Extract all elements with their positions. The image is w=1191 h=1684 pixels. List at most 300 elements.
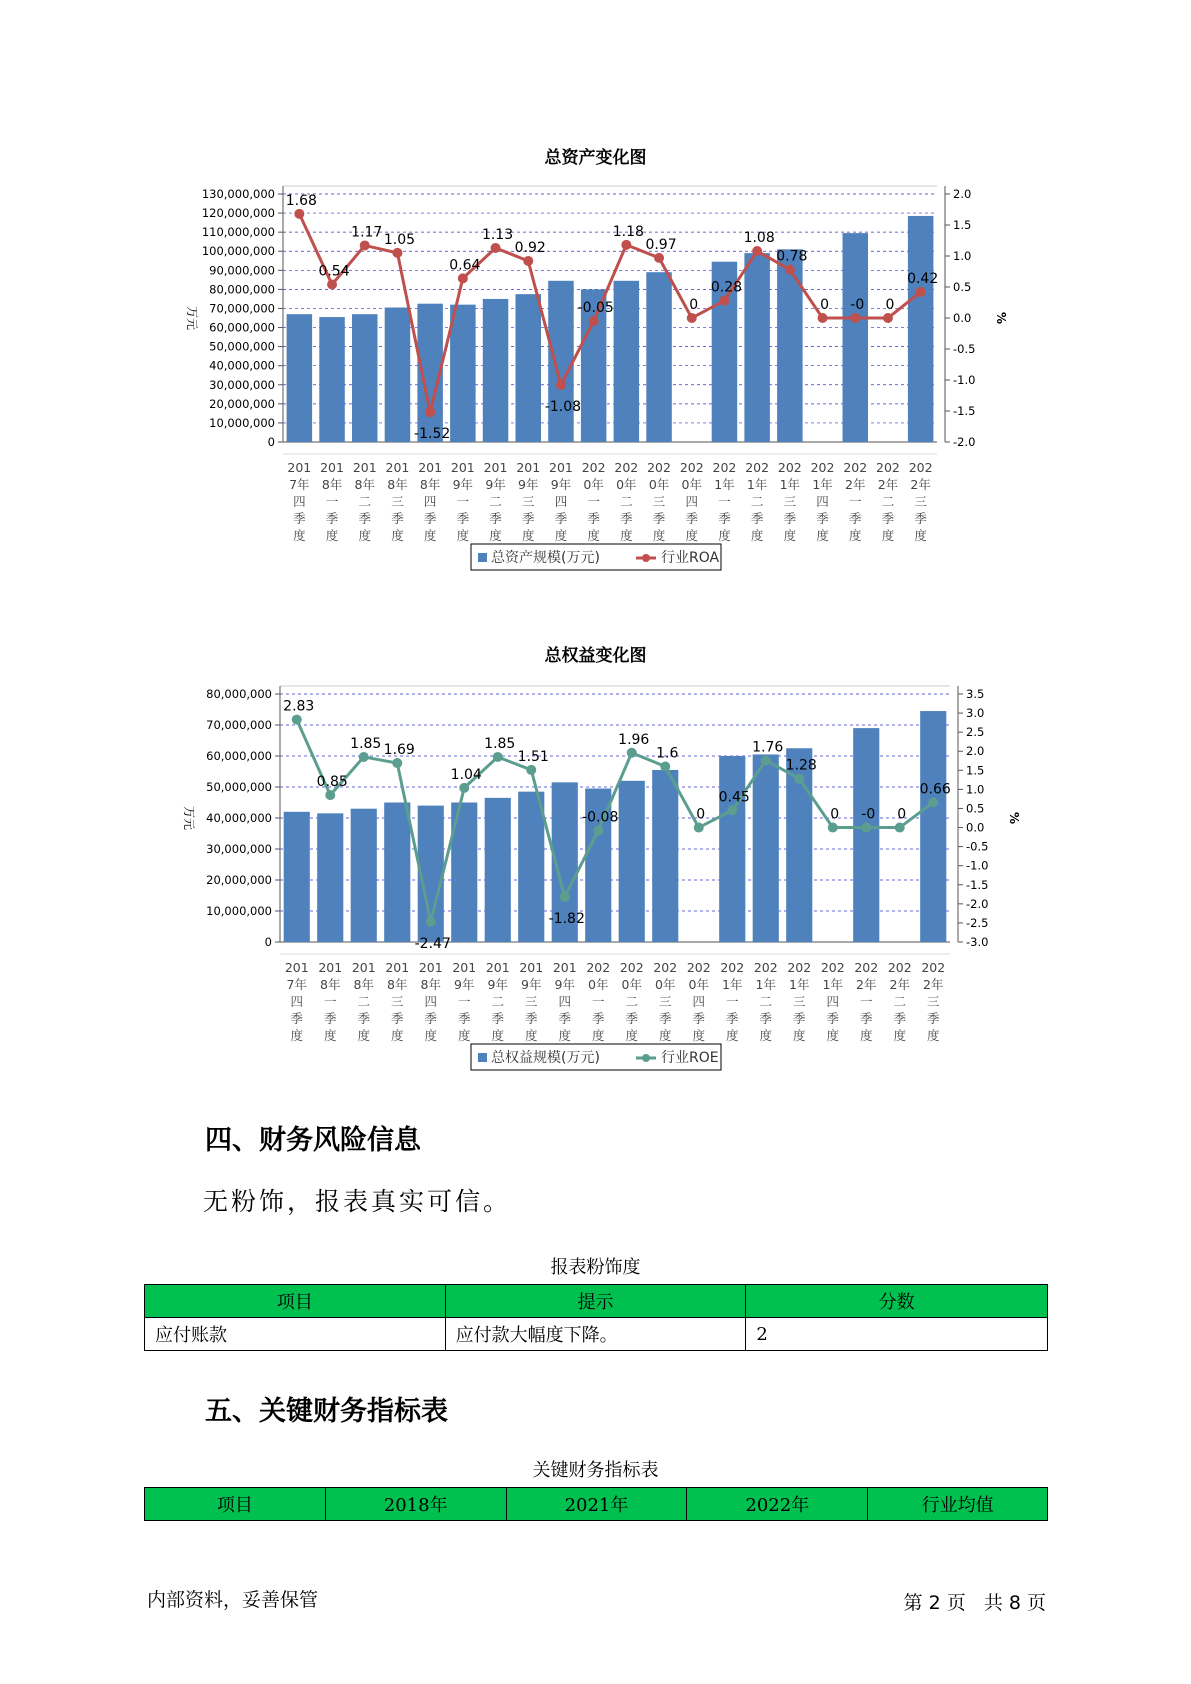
table-header-row	[145, 1488, 1048, 1521]
line-point	[392, 758, 402, 768]
x-tick-label: 0年	[681, 477, 702, 492]
x-tick-label: 度	[587, 528, 600, 543]
bar	[319, 317, 345, 442]
x-tick-label: 一	[325, 494, 339, 509]
y-tick-label-left: 130,000,000	[201, 187, 275, 201]
x-tick-label: 四	[826, 994, 840, 1009]
footer-confidential-note: 内部资料，妥善保管	[147, 1589, 319, 1611]
x-tick-label: 度	[750, 528, 764, 543]
x-tick-label: 季	[725, 1011, 739, 1026]
column-header: 项目	[145, 1285, 446, 1318]
data-label: 1.17	[351, 224, 383, 241]
x-tick-label: 9年	[454, 977, 475, 992]
x-tick-label: 三	[658, 994, 672, 1009]
x-tick-label: 201	[483, 460, 508, 475]
x-tick-label: 季	[652, 511, 666, 526]
x-tick-label: 度	[685, 528, 699, 543]
x-tick-label: 度	[591, 1028, 605, 1043]
y-tick-label-left: 120,000,000	[201, 206, 275, 221]
bar	[352, 314, 378, 442]
x-tick-label: 一	[718, 494, 731, 509]
x-tick-label: 二	[491, 994, 505, 1009]
total-assets-chart	[0, 170, 1191, 610]
y-tick-label-right: -2.0	[966, 896, 989, 911]
x-tick-label: 度	[881, 528, 895, 543]
x-tick-label: 季	[554, 511, 568, 526]
data-label: 0	[696, 806, 706, 823]
x-tick-label: 三	[652, 494, 666, 509]
x-tick-label: 8年	[387, 477, 408, 492]
data-label: 1.05	[383, 231, 416, 248]
y-tick-label-right: 2.0	[966, 744, 985, 759]
x-tick-label: 202	[908, 460, 933, 475]
y-tick-label-left: 60,000,000	[209, 320, 275, 335]
data-label: 0.64	[449, 257, 481, 274]
x-tick-label: 201	[485, 960, 510, 975]
data-label: 0.85	[316, 774, 348, 791]
x-tick-label: 度	[323, 1028, 337, 1043]
x-tick-label: 度	[692, 1028, 706, 1043]
data-label: 0	[820, 297, 830, 313]
data-label: 0	[830, 806, 840, 823]
x-tick-label: 0年	[616, 477, 637, 492]
x-tick-label: 8年	[321, 477, 343, 492]
x-tick-label: 二	[881, 494, 895, 509]
y-tick-label-right: 1.5	[953, 218, 972, 232]
x-tick-label: 季	[914, 511, 927, 526]
bar	[485, 798, 511, 942]
x-tick-label: 季	[881, 511, 895, 526]
x-tick-label: 201	[418, 460, 443, 475]
line-point	[327, 280, 337, 290]
table-row	[145, 1318, 1048, 1351]
legend-bar-swatch	[478, 1053, 487, 1062]
x-tick-label: 季	[521, 511, 535, 526]
x-tick-label: 季	[390, 1011, 404, 1026]
x-tick-label: 0年	[588, 977, 609, 992]
line-point	[727, 805, 737, 815]
y-axis-label-left: 万元	[182, 805, 196, 831]
line-point	[654, 253, 664, 263]
line-point	[360, 240, 370, 250]
x-tick-label: 一	[456, 494, 470, 509]
y-tick-label-right: -2.0	[953, 435, 976, 449]
y-tick-label-left: 50,000,000	[206, 780, 272, 794]
x-tick-label: 一	[587, 494, 600, 509]
y-tick-label-left: 20,000,000	[206, 873, 272, 887]
table-cell: 应付账款	[145, 1318, 446, 1351]
x-tick-label: 度	[725, 1028, 739, 1043]
line-point	[660, 761, 670, 771]
x-tick-label: 度	[826, 1028, 840, 1043]
x-tick-label: 三	[391, 494, 404, 509]
x-tick-label: 度	[290, 1028, 304, 1043]
x-tick-label: 度	[816, 528, 829, 543]
x-tick-label: 度	[554, 528, 568, 543]
x-tick-label: 1年	[755, 977, 776, 992]
line-point	[761, 755, 771, 765]
data-label: 1.51	[517, 748, 549, 765]
y-tick-label-left: 70,000,000	[209, 301, 275, 316]
x-tick-label: 202	[753, 960, 778, 975]
line-point	[627, 748, 637, 758]
x-tick-label: 二	[759, 994, 773, 1009]
x-tick-label: 度	[620, 528, 633, 543]
x-tick-label: 季	[750, 511, 764, 526]
y-tick-label-right: 1.0	[953, 249, 972, 263]
window-dressing-table	[144, 1284, 1048, 1351]
x-tick-label: 季	[357, 1011, 371, 1026]
x-tick-label: 季	[658, 1011, 672, 1026]
x-tick-label: 1年	[746, 477, 768, 492]
line-point	[895, 823, 905, 833]
x-tick-label: 度	[521, 528, 535, 543]
x-tick-label: 四	[816, 494, 829, 509]
x-tick-label: 201	[318, 960, 343, 975]
x-tick-label: 9年	[485, 477, 506, 492]
legend-line-marker	[642, 554, 650, 562]
x-tick-label: 1年	[812, 477, 833, 492]
table-header-row	[145, 1285, 1048, 1318]
column-header: 分数	[746, 1285, 1048, 1318]
x-tick-label: 202	[854, 960, 879, 975]
y-tick-label-right: -1.5	[966, 877, 989, 892]
x-tick-label: 二	[358, 494, 372, 509]
data-label: -1.08	[544, 398, 582, 415]
x-tick-label: 三	[792, 994, 806, 1009]
x-tick-label: 季	[358, 511, 372, 526]
x-tick-label: 度	[625, 1028, 639, 1043]
x-tick-label: 2年	[910, 477, 931, 492]
x-tick-label: 1年	[822, 977, 843, 992]
line-point	[928, 797, 938, 807]
x-tick-label: 2年	[845, 477, 866, 492]
x-tick-label: 度	[325, 528, 339, 543]
y-tick-label-right: -0.5	[953, 342, 976, 356]
bar	[450, 305, 476, 442]
line-point	[850, 313, 860, 323]
risk-summary-text: 无粉饰，报表真实可信。	[203, 1187, 512, 1216]
line-point	[459, 783, 469, 793]
x-tick-label: 四	[293, 494, 306, 509]
y-tick-label-left: 90,000,000	[209, 263, 275, 278]
x-tick-label: 9年	[550, 477, 572, 492]
x-tick-label: 四	[554, 494, 568, 509]
x-tick-label: 季	[391, 511, 404, 526]
data-label: 1.04	[450, 766, 482, 783]
bar	[614, 281, 640, 442]
bar	[853, 728, 879, 942]
x-tick-label: 四	[558, 994, 572, 1009]
x-tick-label: 9年	[487, 977, 508, 992]
y-tick-label-left: 0	[267, 435, 275, 449]
y-tick-label-left: 80,000,000	[209, 282, 275, 297]
legend-line-label: 行业ROE	[661, 1050, 719, 1066]
y-tick-label-left: 70,000,000	[206, 718, 272, 732]
data-label: -0	[850, 297, 865, 313]
x-tick-label: 度	[718, 528, 731, 543]
y-tick-label-left: 50,000,000	[209, 339, 275, 354]
y-tick-label-left: 30,000,000	[206, 842, 272, 856]
x-tick-label: 三	[521, 494, 535, 509]
x-tick-label: 三	[926, 994, 940, 1009]
x-tick-label: 202	[720, 960, 745, 975]
x-tick-label: 202	[843, 460, 868, 475]
x-tick-label: 季	[457, 1011, 471, 1026]
x-tick-label: 季	[558, 1011, 572, 1026]
x-tick-label: 二	[357, 994, 371, 1009]
y-tick-label-left: 80,000,000	[206, 687, 272, 701]
x-tick-label: 度	[423, 528, 437, 543]
data-label: 0.54	[318, 263, 350, 280]
y-tick-label-right: 1.5	[966, 763, 985, 778]
x-tick-label: 202	[619, 960, 644, 975]
data-label: 0.45	[718, 789, 750, 806]
bar	[920, 711, 946, 942]
line-point	[916, 287, 926, 297]
y-tick-label-left: 60,000,000	[206, 749, 272, 763]
line-point	[325, 790, 335, 800]
legend-line-label: 行业ROA	[661, 550, 720, 566]
x-tick-label: 201	[351, 960, 376, 975]
x-tick-label: 季	[524, 1011, 538, 1026]
x-tick-label: 0年	[583, 477, 604, 492]
x-tick-label: 202	[647, 460, 671, 475]
data-label: 0	[689, 297, 699, 313]
bar	[385, 308, 411, 442]
data-label: 1.6	[656, 745, 679, 762]
bar	[515, 294, 541, 442]
bar	[384, 803, 410, 943]
y-tick-label-left: 100,000,000	[201, 244, 275, 259]
column-header: 2022年	[687, 1488, 868, 1521]
section-heading-key-indicators: 五、关键财务指标表	[205, 1396, 448, 1427]
x-tick-label: 度	[489, 528, 502, 543]
x-tick-label: 季	[423, 511, 437, 526]
x-tick-label: 度	[893, 1028, 907, 1043]
line-point	[493, 752, 503, 762]
data-label: 2.83	[283, 698, 315, 715]
x-tick-label: 201	[516, 460, 541, 475]
legend-bar-label: 总权益规模(万元)	[491, 1050, 600, 1066]
data-label: 1.96	[618, 731, 650, 748]
x-tick-label: 度	[848, 528, 862, 543]
chart-title-total-equity: 总权益变化图	[544, 646, 647, 666]
x-tick-label: 202	[777, 460, 802, 475]
y-tick-label-left: 10,000,000	[209, 415, 275, 430]
x-tick-label: 季	[290, 1011, 304, 1026]
data-label: -1.52	[414, 426, 451, 443]
x-tick-label: 202	[887, 960, 912, 975]
key-indicators-table	[144, 1487, 1048, 1521]
x-tick-label: 季	[926, 1011, 940, 1026]
x-tick-label: 一	[848, 494, 862, 509]
x-tick-label: 四	[423, 494, 437, 509]
x-tick-label: 度	[293, 528, 306, 543]
line-point	[752, 246, 762, 256]
x-tick-label: 8年	[387, 977, 408, 992]
x-tick-label: 8年	[419, 477, 441, 492]
x-tick-label: 2年	[923, 977, 944, 992]
column-header: 2021年	[506, 1488, 687, 1521]
data-label: 1.13	[481, 226, 514, 243]
x-tick-label: 度	[914, 528, 927, 543]
data-label: -1.82	[548, 910, 585, 927]
x-tick-label: 度	[658, 1028, 672, 1043]
bar	[646, 272, 672, 442]
line-point	[425, 407, 435, 417]
x-tick-label: 季	[816, 511, 829, 526]
x-tick-label: 四	[424, 994, 438, 1009]
data-label: 1.85	[350, 735, 382, 752]
bar	[652, 770, 678, 942]
x-tick-label: 季	[783, 511, 797, 526]
line-point	[794, 774, 804, 784]
x-tick-label: 二	[750, 494, 764, 509]
y-axis-label-left: 万元	[185, 305, 199, 331]
data-label: 1.18	[612, 223, 644, 240]
x-tick-label: 四	[290, 994, 304, 1009]
x-tick-label: 季	[859, 1011, 873, 1026]
chart-title-total-assets: 总资产变化图	[544, 148, 647, 168]
data-label: -0	[861, 806, 876, 823]
x-tick-label: 1年	[722, 977, 743, 992]
x-tick-label: 2年	[877, 477, 899, 492]
column-header: 提示	[445, 1285, 746, 1318]
x-tick-label: 度	[456, 528, 470, 543]
x-tick-label: 度	[652, 528, 666, 543]
column-header: 项目	[145, 1488, 326, 1521]
x-tick-label: 201	[452, 960, 477, 975]
x-tick-label: 202	[581, 460, 606, 475]
line-point	[785, 265, 795, 275]
y-tick-label-left: 10,000,000	[206, 904, 272, 918]
x-tick-label: 201	[549, 460, 573, 475]
y-tick-label-left: 20,000,000	[209, 396, 275, 411]
data-label: 1.76	[752, 739, 784, 756]
x-tick-label: 季	[323, 1011, 337, 1026]
y-tick-label-right: 1.0	[966, 782, 985, 797]
line-point	[560, 892, 570, 902]
section-heading-financial-risk: 四、财务风险信息	[205, 1125, 421, 1156]
x-tick-label: 度	[783, 528, 797, 543]
x-tick-label: 度	[390, 1028, 404, 1043]
x-tick-label: 0年	[688, 977, 709, 992]
x-tick-label: 季	[491, 1011, 505, 1026]
x-tick-label: 1年	[779, 477, 801, 492]
x-tick-label: 202	[810, 460, 835, 475]
bar	[548, 281, 574, 442]
x-tick-label: 7年	[289, 477, 310, 492]
line-point	[589, 316, 599, 326]
line-point	[687, 313, 697, 323]
x-tick-label: 8年	[420, 977, 441, 992]
data-label: -0.05	[577, 300, 614, 317]
x-tick-label: 一	[725, 994, 739, 1009]
x-tick-label: 8年	[320, 977, 341, 992]
x-tick-label: 度	[491, 1028, 505, 1043]
x-tick-label: 7年	[286, 977, 307, 992]
x-tick-label: 季	[685, 511, 699, 526]
y-tick-label-right: 0.5	[953, 280, 972, 294]
x-tick-label: 9年	[554, 977, 575, 992]
x-tick-label: 0年	[621, 977, 642, 992]
y-tick-label-right: -1.5	[953, 404, 976, 418]
x-tick-label: 季	[325, 511, 339, 526]
y-tick-label-left: 110,000,000	[201, 225, 275, 240]
x-tick-label: 季	[456, 511, 470, 526]
x-tick-label: 度	[457, 1028, 471, 1043]
line-point	[294, 209, 304, 219]
x-tick-label: 度	[926, 1028, 940, 1043]
y-tick-label-right: 3.0	[966, 706, 985, 721]
line-point	[621, 240, 631, 250]
x-tick-label: 202	[686, 960, 711, 975]
line-point	[458, 273, 468, 283]
bar	[908, 216, 934, 442]
x-tick-label: 201	[519, 960, 544, 975]
x-tick-label: 季	[424, 1011, 438, 1026]
x-tick-label: 201	[287, 460, 312, 475]
x-tick-label: 201	[450, 460, 475, 475]
line-point	[359, 752, 369, 762]
x-tick-label: 202	[653, 960, 678, 975]
x-tick-label: 二	[489, 494, 502, 509]
x-tick-label: 8年	[353, 977, 374, 992]
footer-page-number: 第 2 页 共 8 页	[903, 1592, 1046, 1614]
x-tick-label: 202	[679, 460, 704, 475]
data-label: 1.69	[383, 742, 415, 759]
table-caption-window-dressing: 报表粉饰度	[550, 1257, 641, 1278]
x-tick-label: 201	[552, 960, 577, 975]
y-tick-label-right: 0.5	[966, 801, 985, 816]
data-label: 0.42	[907, 270, 939, 287]
x-tick-label: 季	[293, 511, 306, 526]
data-label: 0.66	[919, 781, 951, 798]
bar	[284, 812, 310, 942]
y-tick-label-right: -2.5	[966, 915, 989, 930]
data-label: 0	[897, 806, 907, 823]
y-tick-label-right: 0.0	[953, 311, 972, 325]
line-point	[593, 826, 603, 836]
y-tick-label-right: 2.5	[966, 725, 985, 740]
x-tick-label: 季	[625, 1011, 639, 1026]
x-tick-label: 度	[358, 528, 372, 543]
y-tick-label-left: 0	[264, 935, 272, 949]
bar	[619, 781, 645, 942]
x-tick-label: 三	[914, 494, 927, 509]
data-label: 0.28	[710, 279, 743, 296]
x-tick-label: 一	[859, 994, 873, 1009]
x-tick-label: 四	[692, 994, 706, 1009]
x-tick-label: 2年	[856, 977, 877, 992]
bar	[518, 792, 544, 942]
x-tick-label: 一	[323, 994, 337, 1009]
x-tick-label: 1年	[714, 477, 735, 492]
data-label: 0.97	[645, 236, 677, 253]
x-tick-label: 201	[320, 460, 344, 475]
x-tick-label: 三	[390, 994, 404, 1009]
data-label: -2.47	[414, 935, 451, 952]
x-tick-label: 202	[921, 960, 946, 975]
x-tick-label: 2年	[889, 977, 910, 992]
x-tick-label: 度	[792, 1028, 806, 1043]
total-equity-chart	[0, 670, 1191, 1110]
data-label: 1.85	[484, 735, 516, 752]
x-tick-label: 8年	[354, 477, 375, 492]
y-tick-label-right: -1.0	[953, 373, 976, 387]
x-tick-label: 201	[385, 460, 410, 475]
